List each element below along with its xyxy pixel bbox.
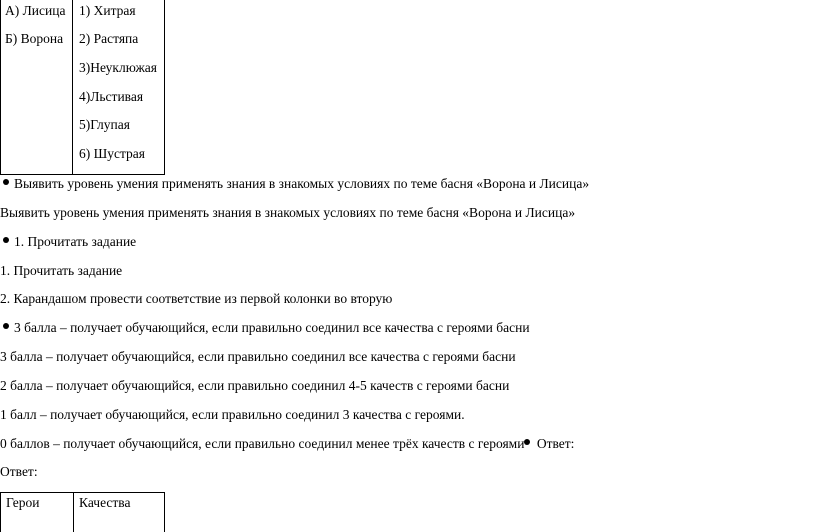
table-column-divider [72, 0, 73, 174]
answer-table-header-heroes: Герои [6, 495, 40, 510]
text-score-0-line [0, 436, 574, 452]
table-cell-left-2: Б) Ворона [5, 31, 64, 46]
table-cell-right-2: 2) Растяпа [79, 31, 139, 46]
table-cell-right-1: 1) Хитрая [79, 3, 136, 18]
table-cell-left-1: А) Лисица [5, 3, 66, 18]
bullet-icon [3, 179, 9, 185]
text-task: 1. Прочитать задание [0, 263, 123, 278]
bullet-icon [3, 323, 9, 329]
text-score-3: 3 балла – получает обучающийся, если правильно соединил все качества с героями басни [0, 349, 516, 364]
table-cell-right-5: 5)Глупая [79, 117, 130, 132]
text-answer: Ответ: [0, 464, 38, 479]
answer-table-header-qualities: Качества [79, 495, 131, 510]
bullet-line-3 [3, 320, 530, 336]
text-score-2: 2 балла – получает обучающийся, если правильно соединил 4-5 качеств с героями басни [0, 378, 510, 393]
table-cell-right-3: 3)Неуклюжая [79, 60, 157, 75]
bullet-icon [524, 439, 530, 445]
text-task-bulleted: 1. Прочитать задание [14, 234, 137, 249]
text-score-3-bulleted: 3 балла – получает обучающийся, если правильно соединил все качества с героями басни [14, 320, 530, 335]
text-score-0: 0 баллов – получает обучающийся, если правильно соединил менее трёх качеств с героями [0, 436, 525, 451]
text-answer-inline: Ответ: [536, 436, 575, 451]
text-goal-bulleted: Выявить уровень умения применять знания в знакомых условиях по теме басня «Ворона и Лисица» [14, 176, 590, 191]
bullet-icon [3, 237, 9, 243]
text-score-1: 1 балл – получает обучающийся, если правильно соединил 3 качества с героями. [0, 407, 465, 422]
text-instruction: 2. Карандашом провести соответствие из первой колонки во вторую [0, 291, 393, 306]
bullet-line-2 [3, 234, 136, 250]
table-cell-right-6: 6) Шустрая [79, 146, 145, 161]
bullet-line-1 [3, 176, 589, 192]
text-goal: Выявить уровень умения применять знания в знакомых условиях по теме басня «Ворона и Лисица» [0, 205, 576, 220]
table-column-divider [73, 493, 74, 532]
table-cell-right-4: 4)Льстивая [79, 89, 144, 104]
